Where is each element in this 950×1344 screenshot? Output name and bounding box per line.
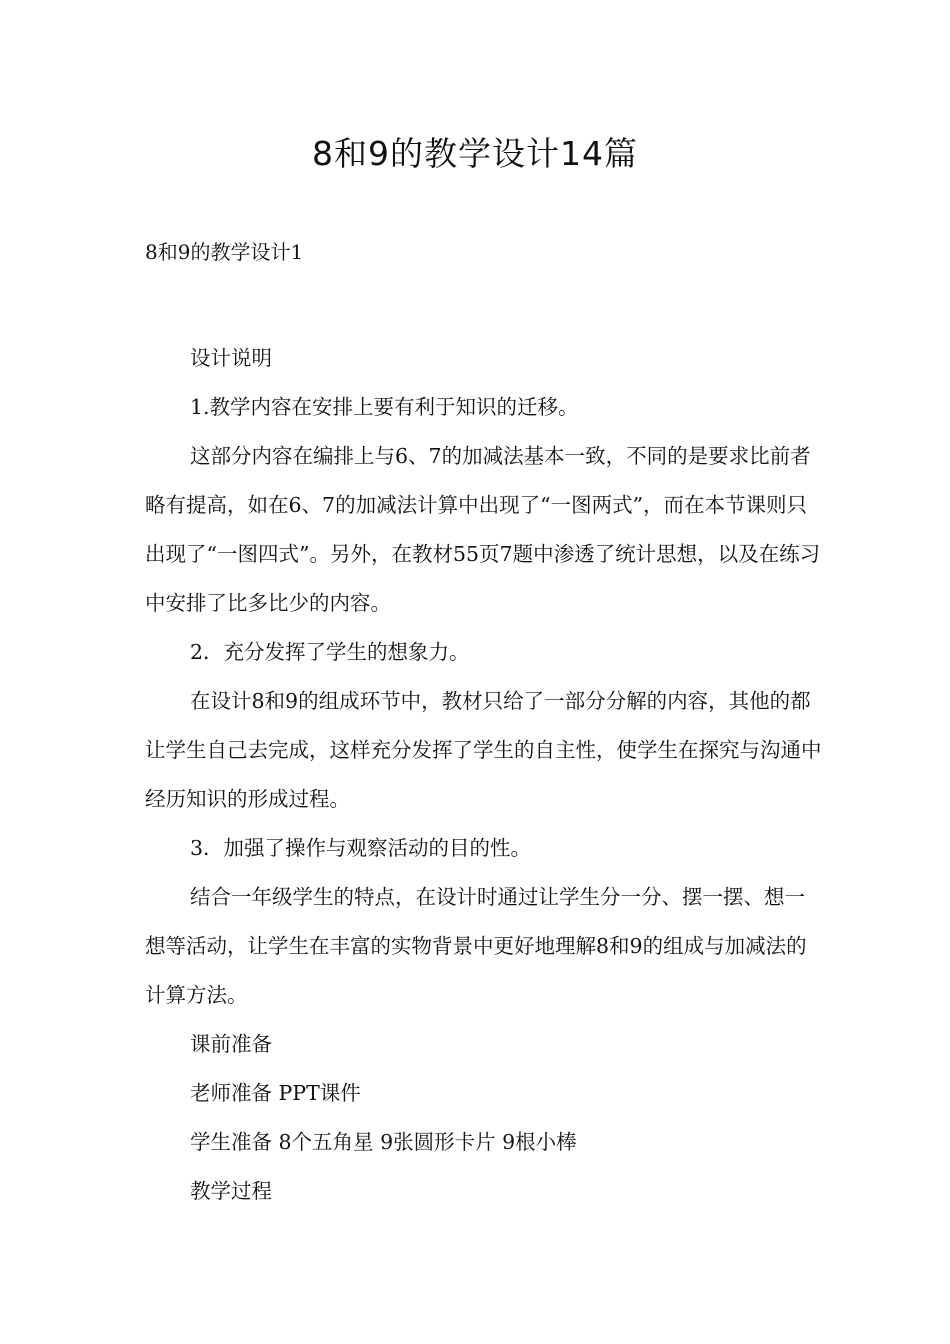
paragraph-point-3: 3．加强了操作与观察活动的目的性。 [190,836,532,860]
paragraph-student-prep: 学生准备 8个五角星 9张圆形卡片 9根小棒 [190,1130,577,1154]
paragraph-point-3-detail: 结合一年级学生的特点，在设计时通过让学生分一分、摆一摆、想一想等活动，让学生在丰富的实物背景中更好地理解8和9的组成与加减法的计算方法。 [145,885,807,1007]
paragraph-preparation: 课前准备 [190,1032,272,1056]
paragraph-teaching-process: 教学过程 [190,1179,272,1203]
paragraph-teacher-prep: 老师准备 PPT课件 [190,1081,361,1105]
document-body [145,334,825,1216]
paragraph-point-2: 2．充分发挥了学生的想象力。 [190,640,470,664]
paragraph-point-2-detail: 在设计8和9的组成环节中，教材只给了一部分分解的内容，其他的都让学生自己去完成，这样充分发挥了学生的自主性，使学生在探究与沟通中经历知识的形成过程。 [145,689,822,811]
paragraph-design-notes: 设计说明 [190,346,272,370]
paragraph-point-1-detail: 这部分内容在编排上与6、7的加减法基本一致，不同的是要求比前者略有提高，如在6、7的加减法计算中出现了“一图两式”，而在本节课则只出现了“一图四式”。另外，在教材55页7题中渗透了统计思想，以及在练习中安排了比多比少的内容。 [145,444,821,615]
document-title: 8和9的教学设计14篇 [312,134,638,173]
paragraph-point-1: 1.教学内容在安排上要有利于知识的迁移。 [190,395,579,419]
section-heading: 8和9的教学设计1 [145,240,304,264]
